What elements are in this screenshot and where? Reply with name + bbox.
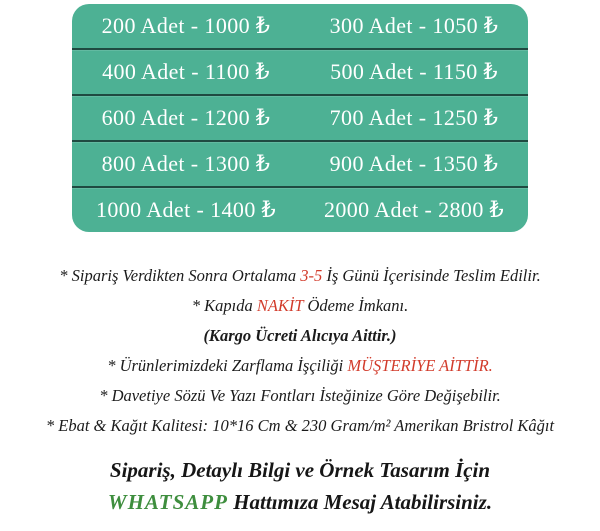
note-labor-pre: * Ürünlerimizdeki Zarflama İşçiliği [107,356,348,375]
note-payment-highlight: NAKİT [256,296,304,315]
note-payment-post: Ödeme İmkanı. [303,296,409,315]
whatsapp-text: WHATSAPP [107,490,228,514]
note-delivery-pre: * Sipariş Verdikten Sonra Ortalama [59,266,301,285]
price-cell-left: 200 Adet - 1000 ₺ [101,13,271,38]
price-table [72,4,528,232]
notes-section [0,261,600,441]
note-payment-pre: * Kapıda [191,296,257,315]
note-labor [0,351,600,381]
price-flyer [0,4,600,531]
price-cell-left: 1000 Adet - 1400 ₺ [95,197,277,222]
table-row [72,48,528,94]
price-cell-left: 400 Adet - 1100 ₺ [102,59,270,84]
price-cell-left: 800 Adet - 1300 ₺ [101,151,271,176]
table-row [72,140,528,186]
table-row [72,4,528,48]
footer-line-1: Sipariş, Detaylı Bilgi ve Örnek Tasarım İçin [109,458,491,482]
note-delivery-highlight: 3-5 [300,266,323,285]
note-delivery-post: İş Günü İçerisinde Teslim Edilir. [322,266,541,285]
footer-line-2 [0,486,600,518]
footer-section [0,454,600,518]
note-payment [0,291,600,321]
footer-line-2-rest: Hattımıza Mesaj Atabilirsiniz. [227,490,493,514]
table-row [72,186,528,232]
price-cell-right: 500 Adet - 1150 ₺ [330,59,498,84]
price-cell-left: 600 Adet - 1200 ₺ [101,105,271,130]
note-shipping: (Kargo Ücreti Alıcıya Aittir.) [203,326,397,345]
note-labor-highlight: MÜŞTERİYE AİTTİR. [347,356,493,375]
price-cell-right: 2000 Adet - 2800 ₺ [323,197,505,222]
note-paper: * Ebat & Kağıt Kalitesi: 10*16 Cm & 230 Gram/m² Amerikan Bristrol Kâğıt [45,416,555,435]
note-fonts: * Davetiye Sözü Ve Yazı Fontları İsteğinize Göre Değişebilir. [99,386,501,405]
note-delivery [0,261,600,291]
price-cell-right: 900 Adet - 1350 ₺ [329,151,499,176]
price-cell-right: 300 Adet - 1050 ₺ [329,13,499,38]
table-row [72,94,528,140]
price-cell-right: 700 Adet - 1250 ₺ [329,105,499,130]
